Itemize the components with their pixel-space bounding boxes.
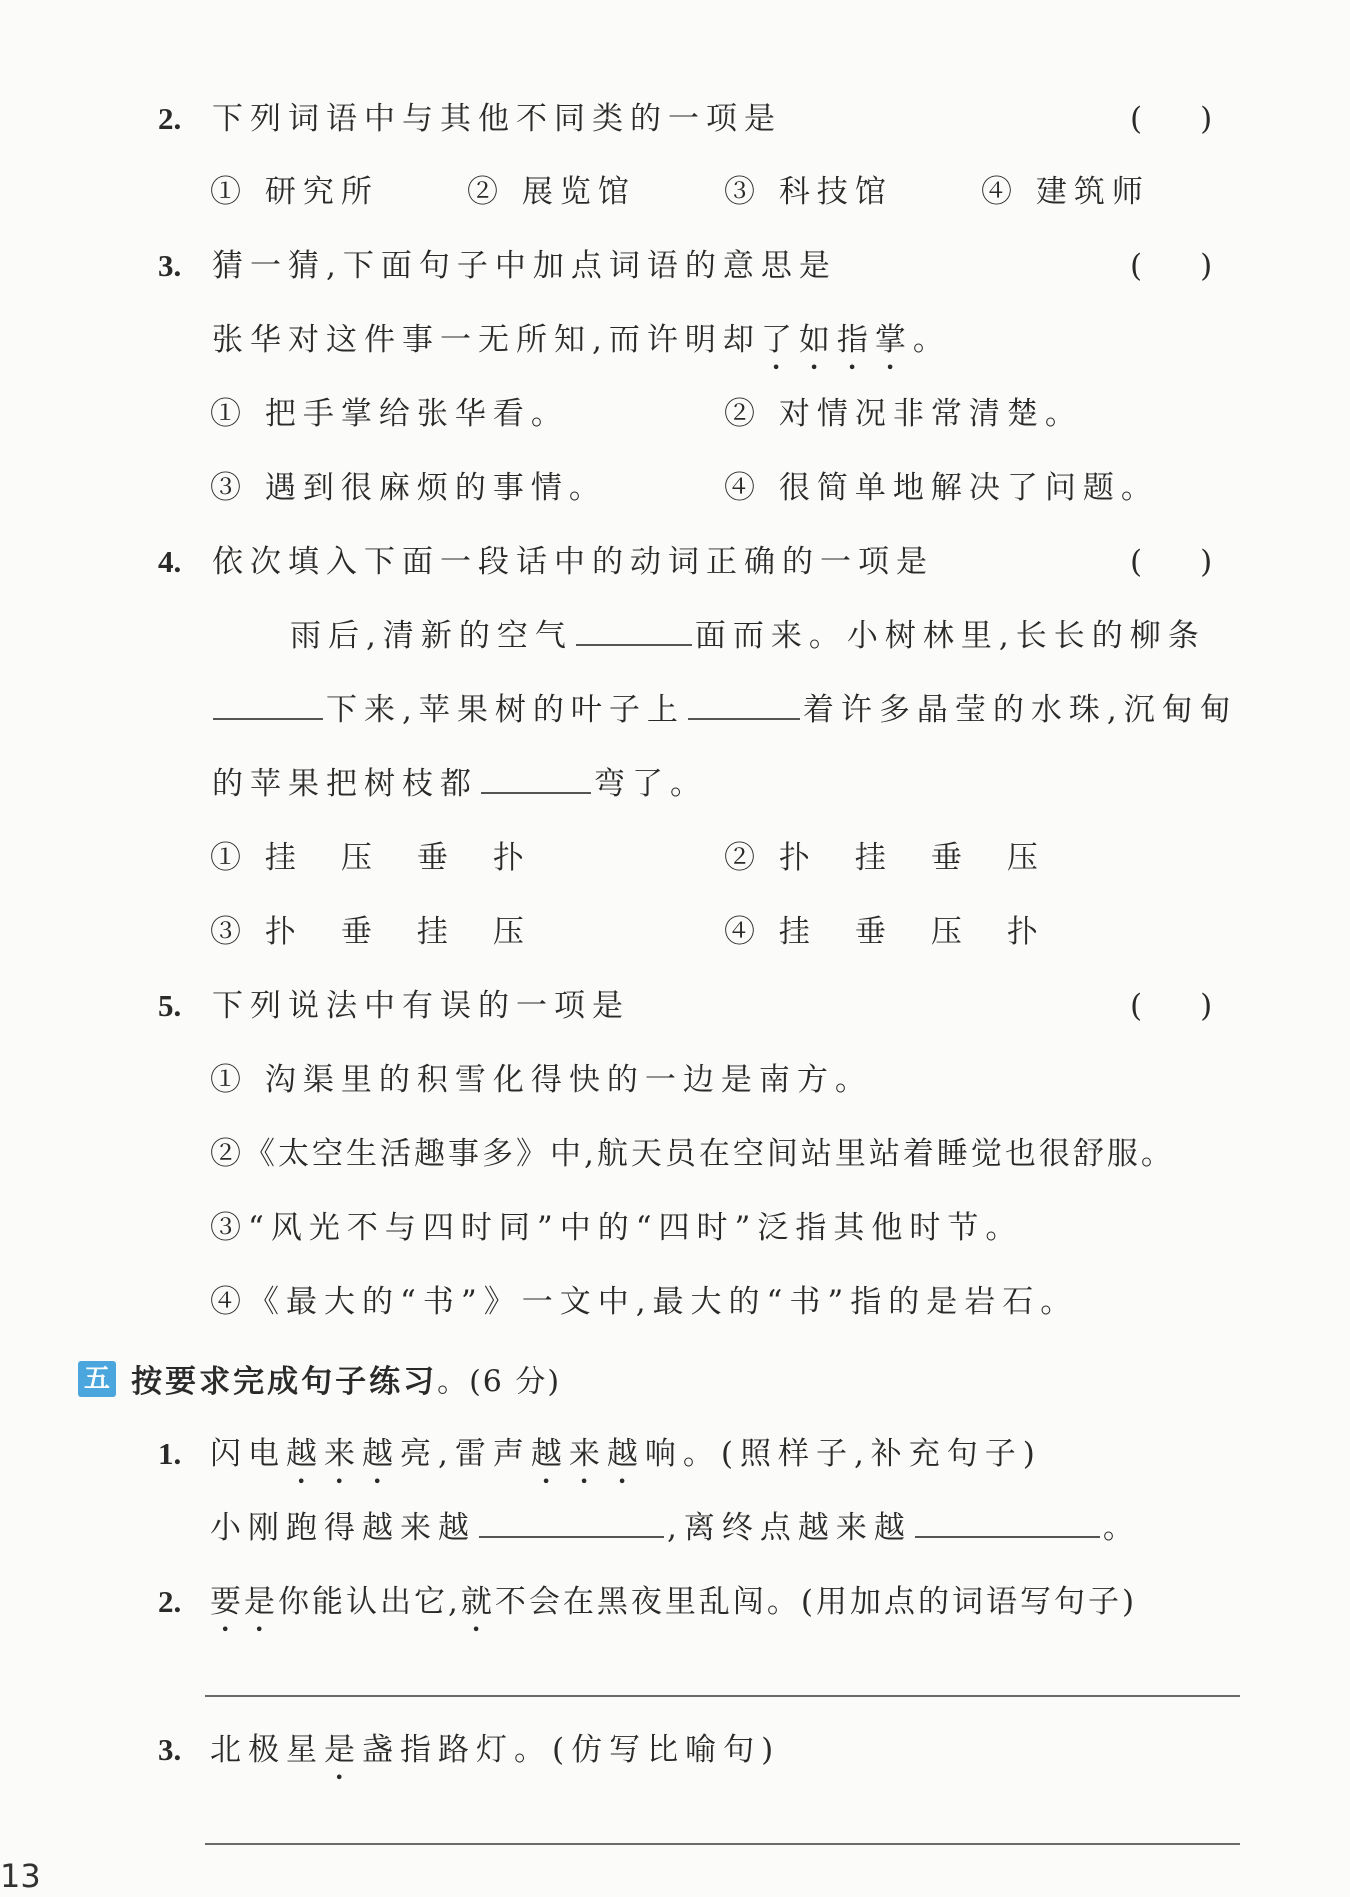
q3-sentence: 张华对这件事一无所知,而许明却了如指掌。	[212, 322, 951, 358]
page-number: 13	[0, 1857, 41, 1895]
q2-number: 2.	[158, 101, 182, 136]
s5-item1-fill-line: 小刚跑得越来越 ,离终点越来越 。	[210, 1510, 1141, 1546]
q3-answer-paren[interactable]	[1130, 246, 1212, 286]
q4-prompt: 依次填入下面一段话中的动词正确的一项是	[212, 544, 934, 580]
q4-option-1: ① 挂 压 垂 扑	[210, 840, 531, 876]
fill-blank[interactable]	[479, 1508, 664, 1538]
s5-item3-number: 3.	[158, 1732, 182, 1767]
q5-prompt: 下列说法中有误的一项是	[212, 988, 630, 1024]
q2-option-1: ① 研究所	[210, 174, 379, 210]
q2-option-4: ④ 建筑师	[981, 174, 1150, 210]
fill-blank[interactable]	[213, 690, 323, 720]
paren-close: )	[1200, 248, 1213, 284]
s5-item2-answer-line[interactable]	[205, 1695, 1240, 1697]
q5-option-4: ④《最大的“书”》一文中,最大的“书”指的是岩石。	[210, 1284, 1079, 1320]
q4-passage-line-1: 雨后,清新的空气 面而来。小树林里,长长的柳条	[290, 618, 1206, 654]
q4-passage-line-3: 的苹果把树枝都 弯了。	[212, 766, 708, 802]
s5-item1-prompt: 闪电越来越亮,雷声越来越响。(照样子,补充句子)	[210, 1436, 1042, 1472]
section-header	[78, 1356, 561, 1401]
paren-open: (	[1130, 101, 1143, 137]
q5-option-1: ① 沟渠里的积雪化得快的一边是南方。	[210, 1062, 873, 1098]
paren-close: )	[1200, 101, 1213, 137]
section-badge: 五	[78, 1361, 116, 1397]
q3-option-1: ① 把手掌给张华看。	[210, 396, 569, 432]
fill-blank[interactable]	[481, 764, 591, 794]
dotted-idiom: 了如指掌	[760, 322, 913, 358]
q2-option-3: ③ 科技馆	[724, 174, 893, 210]
s5-item3-prompt: 北极星是盏指路灯。(仿写比喻句)	[210, 1732, 781, 1768]
q4-option-3: ③ 扑 垂 挂 压	[210, 914, 531, 950]
q4-option-2: ② 扑 挂 垂 压	[724, 840, 1045, 876]
s5-item2-prompt: 要是你能认出它,就不会在黑夜里乱闯。(用加点的词语写句子)	[210, 1584, 1138, 1620]
q3-option-2: ② 对情况非常清楚。	[724, 396, 1083, 432]
q3-prompt: 猜一猜,下面句子中加点词语的意思是	[212, 248, 837, 284]
paren-close: )	[1200, 988, 1213, 1024]
s5-item3-answer-line[interactable]	[205, 1843, 1240, 1845]
q4-passage-line-2: 下来,苹果树的叶子上 着许多晶莹的水珠,沉甸甸	[210, 690, 1238, 730]
s5-item1-number: 1.	[158, 1436, 182, 1471]
q2-prompt: 下列词语中与其他不同类的一项是	[212, 101, 782, 137]
section-score: 。(6 分)	[437, 1364, 562, 1400]
q4-option-4: ④ 挂 垂 压 扑	[724, 914, 1045, 950]
fill-blank[interactable]	[576, 616, 692, 646]
paren-close: )	[1200, 544, 1213, 580]
q5-answer-paren[interactable]	[1130, 986, 1212, 1026]
fill-blank[interactable]	[688, 690, 800, 720]
q3-number: 3.	[158, 248, 182, 283]
q4-answer-paren[interactable]	[1130, 542, 1212, 582]
paren-open: (	[1130, 248, 1143, 284]
paren-open: (	[1130, 544, 1143, 580]
fill-blank[interactable]	[915, 1508, 1100, 1538]
q3-option-4: ④ 很简单地解决了问题。	[724, 470, 1159, 506]
q2-answer-paren[interactable]	[1130, 99, 1212, 139]
s5-item2-number: 2.	[158, 1584, 182, 1619]
q5-option-3: ③“风光不与四时同”中的“四时”泛指其他时节。	[210, 1210, 1024, 1246]
q2-option-2: ② 展览馆	[467, 174, 636, 210]
section-title: 按要求完成句子练习	[131, 1364, 438, 1400]
q5-option-2: ②《太空生活趣事多》中,航天员在空间站里站着睡觉也很舒服。	[210, 1136, 1175, 1172]
paren-open: (	[1130, 988, 1143, 1024]
q4-number: 4.	[158, 544, 182, 579]
q3-option-3: ③ 遇到很麻烦的事情。	[210, 470, 607, 506]
q5-number: 5.	[158, 988, 182, 1023]
